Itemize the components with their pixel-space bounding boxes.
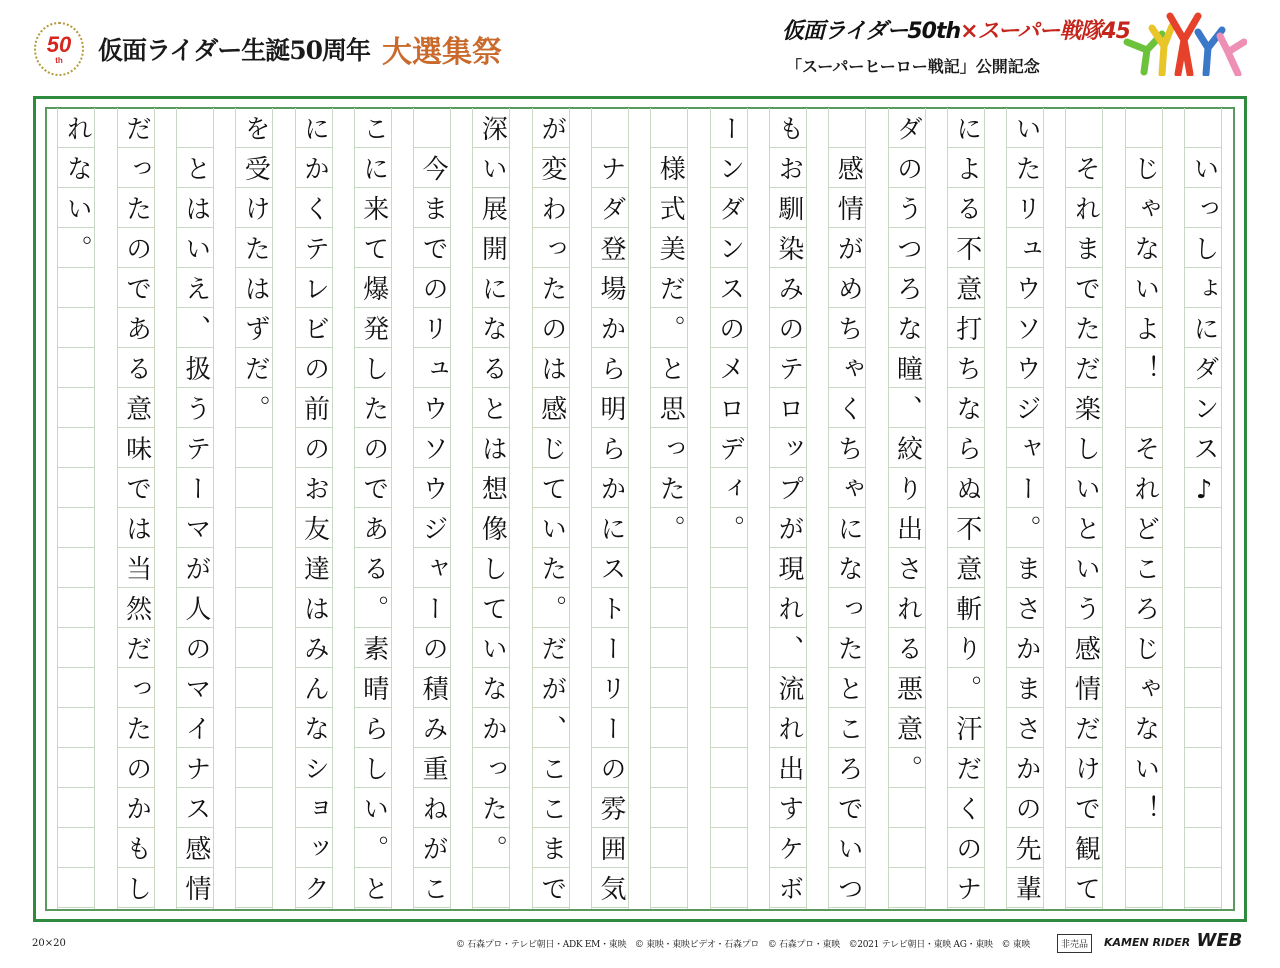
column-text: を受けたはずだ。 <box>240 115 271 435</box>
column-text: 今までのリュウソウジャーの積み重ねがこ <box>418 115 449 915</box>
manuscript-column <box>1006 108 1044 915</box>
manuscript-column <box>235 108 273 909</box>
column-text: が変わったのは感じていた。だが、ここまで <box>536 115 567 915</box>
collab-logo <box>782 14 1130 45</box>
column-text: だったのである意味では当然だったのかもし <box>121 115 152 915</box>
kamen-rider-web-logo <box>1104 930 1242 951</box>
manuscript-column <box>888 108 926 909</box>
grid-size-label: 20×20 <box>32 938 66 949</box>
column-text: それまでただ楽しいという感情だけで観て <box>1070 115 1101 915</box>
manuscript-column <box>354 108 392 915</box>
manuscript-inner-frame <box>45 107 1235 915</box>
manuscript-column <box>1184 108 1222 909</box>
manuscript-column <box>176 108 214 915</box>
manuscript-column <box>828 108 866 915</box>
manuscript-column <box>591 108 629 915</box>
manuscript-column <box>650 108 688 909</box>
column-text: れない。 <box>62 115 93 275</box>
collab-logo-rider: 仮面ライダー50th <box>782 19 961 44</box>
manuscript-column <box>57 108 95 909</box>
column-text: ナダ登場から明らかにストーリーの雰囲気 <box>596 115 626 915</box>
manuscript-column <box>769 108 807 915</box>
column-text: もお馴染みのテロップが現れ、流れ出すケボ <box>773 115 804 915</box>
column-text: ーンダンスのメロディ。 <box>714 115 745 555</box>
copyright-notice: © 石森プロ・テレビ朝日・ADK EM・東映 © 東映・東映ビデオ・石森プロ © 石森プロ・東映 ©2021 テレビ朝日・東映 AG・東映 © 東映 <box>456 940 1031 950</box>
manuscript-column <box>1125 108 1163 909</box>
column-text: による不意打ちならぬ不意斬り。汗だくのナ <box>951 115 982 915</box>
manuscript-column <box>532 108 570 915</box>
manuscript-column <box>947 108 985 915</box>
column-text: いっしょにダンス♪ <box>1189 115 1219 519</box>
manuscript-column <box>710 108 748 909</box>
column-text: にかくテレビの前のお友達はみんなショック <box>299 115 330 915</box>
event-header <box>34 22 502 76</box>
column-text: じゃないよ！ それどころじゃない！ <box>1129 115 1160 835</box>
collab-header <box>782 12 1252 82</box>
not-for-sale-badge: 非売品 <box>1057 934 1092 953</box>
column-text: 様式美だ。と思った。 <box>655 115 686 555</box>
column-text: 深い展開になるとは想像していなかった。 <box>477 115 508 875</box>
column-text: こに来て爆発したのである。素晴らしい。と <box>358 115 389 915</box>
manuscript-column <box>117 108 155 915</box>
emblem-number: 50 <box>46 31 72 57</box>
logo-small-text: KAMEN RIDER <box>1104 936 1191 949</box>
column-text: 感情がめちゃくちゃになったところでいつ <box>833 115 864 915</box>
column-text: とはいえ、扱うテーマが人のマイナス感情 <box>180 115 211 915</box>
emblem-suffix: th <box>55 55 63 65</box>
column-text: いたリュウソウジャー。まさかまさかの先輩 <box>1011 115 1042 915</box>
event-title-accent: 大選集祭 <box>382 35 503 70</box>
heroes-silhouette-icon <box>1122 12 1247 76</box>
manuscript-column <box>295 108 333 915</box>
event-title: 仮面ライダー生誕50周年 <box>98 36 371 65</box>
manuscript-column <box>1065 108 1103 915</box>
manuscript-column <box>413 108 451 915</box>
50th-anniversary-emblem <box>34 22 84 76</box>
logo-big-text: WEB <box>1196 930 1243 951</box>
manuscript-column <box>472 108 510 909</box>
collab-subtitle: 「スーパーヒーロー戦記」公開記念 <box>786 57 1040 76</box>
column-text: ダのうつろな瞳、絞り出される悪意。 <box>892 115 923 795</box>
collab-logo-sentai: ×スーパー戦隊45 <box>960 19 1130 44</box>
